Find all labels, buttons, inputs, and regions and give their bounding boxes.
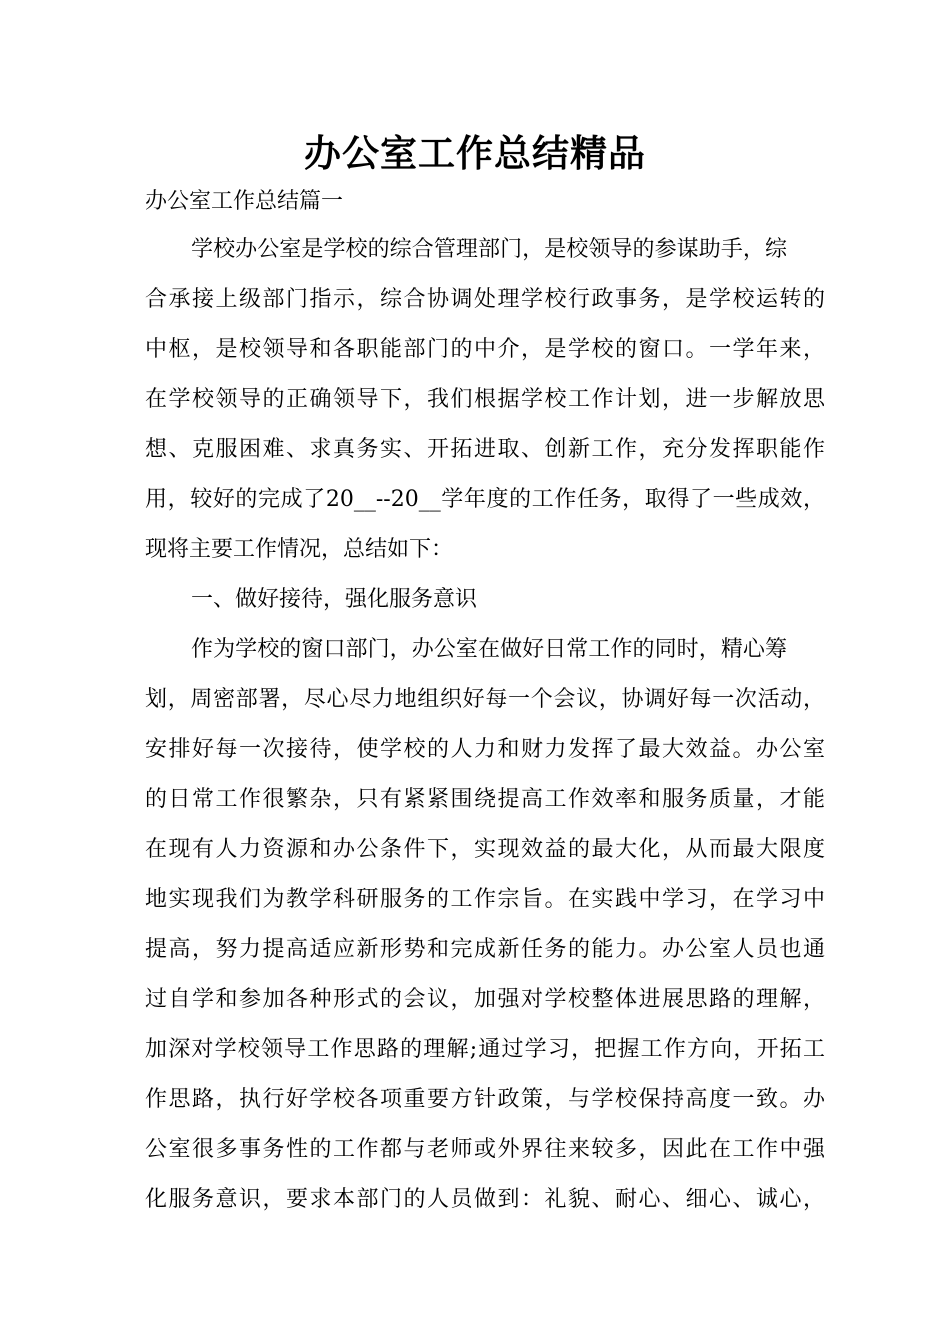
paragraph-line: 划，周密部署，尽心尽力地组织好每一个会议，协调好每一次活动， (145, 687, 825, 712)
subsection-heading: 一、做好接待，强化服务意识 (191, 587, 478, 612)
paragraph-line: 用，较好的完成了20__--20__学年度的工作任务，取得了一些成效， (145, 487, 825, 512)
paragraph-line: 现将主要工作情况，总结如下： (145, 537, 454, 562)
paragraph-line: 学校办公室是学校的综合管理部门，是校领导的参谋助手，综 (191, 237, 787, 262)
paragraph-line: 安排好每一次接待，使学校的人力和财力发挥了最大效益。办公室 (145, 737, 825, 762)
paragraph-line: 的日常工作很繁杂，只有紧紧围绕提高工作效率和服务质量，才能 (145, 787, 825, 812)
document-title: 办公室工作总结精品 (304, 132, 646, 175)
paragraph-line: 想、克服困难、求真务实、开拓进取、创新工作，充分发挥职能作 (145, 437, 825, 462)
paragraph-line: 在现有人力资源和办公条件下，实现效益的最大化，从而最大限度 (145, 837, 825, 862)
paragraph-line: 中枢，是校领导和各职能部门的中介，是学校的窗口。一学年来， (145, 337, 825, 362)
paragraph-line: 作为学校的窗口部门，办公室在做好日常工作的同时，精心筹 (191, 637, 787, 662)
paragraph-line: 公室很多事务性的工作都与老师或外界往来较多，因此在工作中强 (145, 1137, 825, 1162)
paragraph-line: 加深对学校领导工作思路的理解;通过学习，把握工作方向，开拓工 (145, 1037, 825, 1062)
paragraph-line: 化服务意识，要求本部门的人员做到：礼貌、耐心、细心、诚心， (145, 1187, 825, 1212)
paragraph-line: 作思路，执行好学校各项重要方针政策，与学校保持高度一致。办 (145, 1087, 825, 1112)
paragraph-line: 过自学和参加各种形式的会议，加强对学校整体进展思路的理解， (145, 987, 825, 1012)
paragraph-line: 在学校领导的正确领导下，我们根据学校工作计划，进一步解放思 (145, 387, 825, 412)
paragraph-line: 提高，努力提高适应新形势和完成新任务的能力。办公室人员也通 (145, 937, 825, 962)
paragraph-line: 地实现我们为教学科研服务的工作宗旨。在实践中学习，在学习中 (145, 887, 825, 912)
section-title: 办公室工作总结篇一 (145, 189, 344, 214)
paragraph-line: 合承接上级部门指示，综合协调处理学校行政事务，是学校运转的 (145, 287, 825, 312)
